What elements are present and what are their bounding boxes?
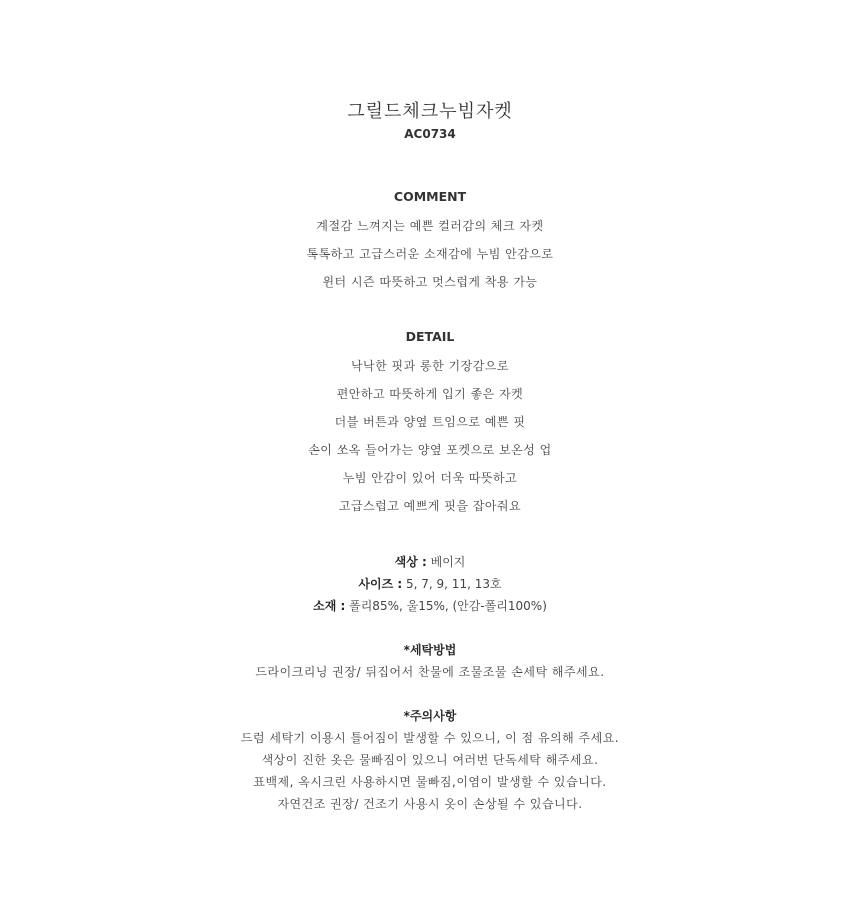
- spec-material-label: 소재 :: [313, 599, 346, 613]
- spec-size-label: 사이즈 :: [358, 577, 403, 591]
- washing-heading: *세탁방법: [403, 643, 457, 657]
- spec-material: [0, 597, 860, 614]
- detail-line: 낙낙한 핏과 롱한 기장감으로: [350, 359, 510, 373]
- spec-color-label: 색상 :: [394, 555, 427, 569]
- detail-line: 더블 버튼과 양옆 트임으로 예쁜 핏: [334, 415, 526, 429]
- product-title: 그릴드체크누빔자켓: [347, 101, 513, 122]
- spec-size: [0, 575, 860, 592]
- caution-line: 자연건조 권장/ 건조기 사용시 옷이 손상될 수 있습니다.: [277, 797, 583, 811]
- comment-line: 윈터 시즌 따뜻하고 멋스럽게 착용 가능: [322, 275, 538, 289]
- comment-line: 계절감 느껴지는 예쁜 컬러감의 체크 자켓: [316, 219, 544, 233]
- product-code: AC0734: [404, 127, 456, 141]
- detail-heading: DETAIL: [405, 329, 455, 344]
- detail-line: 고급스럽고 예쁘게 핏을 잡아줘요: [338, 499, 522, 513]
- washing-line: 드라이크리닝 권장/ 뒤집어서 찬물에 조물조물 손세탁 해주세요.: [255, 665, 605, 679]
- spec-color-value: 베이지: [430, 555, 466, 569]
- comment-heading: COMMENT: [393, 189, 467, 204]
- detail-line: 편안하고 따뜻하게 입기 좋은 자켓: [336, 387, 524, 401]
- comment-line: 톡톡하고 고급스러운 소재감에 누빔 안감으로: [306, 247, 554, 261]
- caution-heading: *주의사항: [403, 709, 457, 723]
- caution-line: 표백제, 옥시크린 사용하시면 물빠짐,이염이 발생할 수 있습니다.: [253, 775, 607, 789]
- spec-size-value: 5, 7, 9, 11, 13호: [406, 577, 502, 591]
- detail-line: 누빔 안감이 있어 더욱 따뜻하고: [342, 471, 518, 485]
- spec-material-value: 폴리85%, 울15%, (안감-폴리100%): [349, 599, 547, 613]
- detail-line: 손이 쏘옥 들어가는 양옆 포켓으로 보온성 업: [308, 443, 552, 457]
- spec-color: [0, 553, 860, 570]
- caution-line: 드럼 세탁기 이용시 틀어짐이 발생할 수 있으니, 이 점 유의해 주세요.: [240, 731, 620, 745]
- caution-line: 색상이 진한 옷은 물빠짐이 있으니 여러번 단독세탁 해주세요.: [261, 753, 599, 767]
